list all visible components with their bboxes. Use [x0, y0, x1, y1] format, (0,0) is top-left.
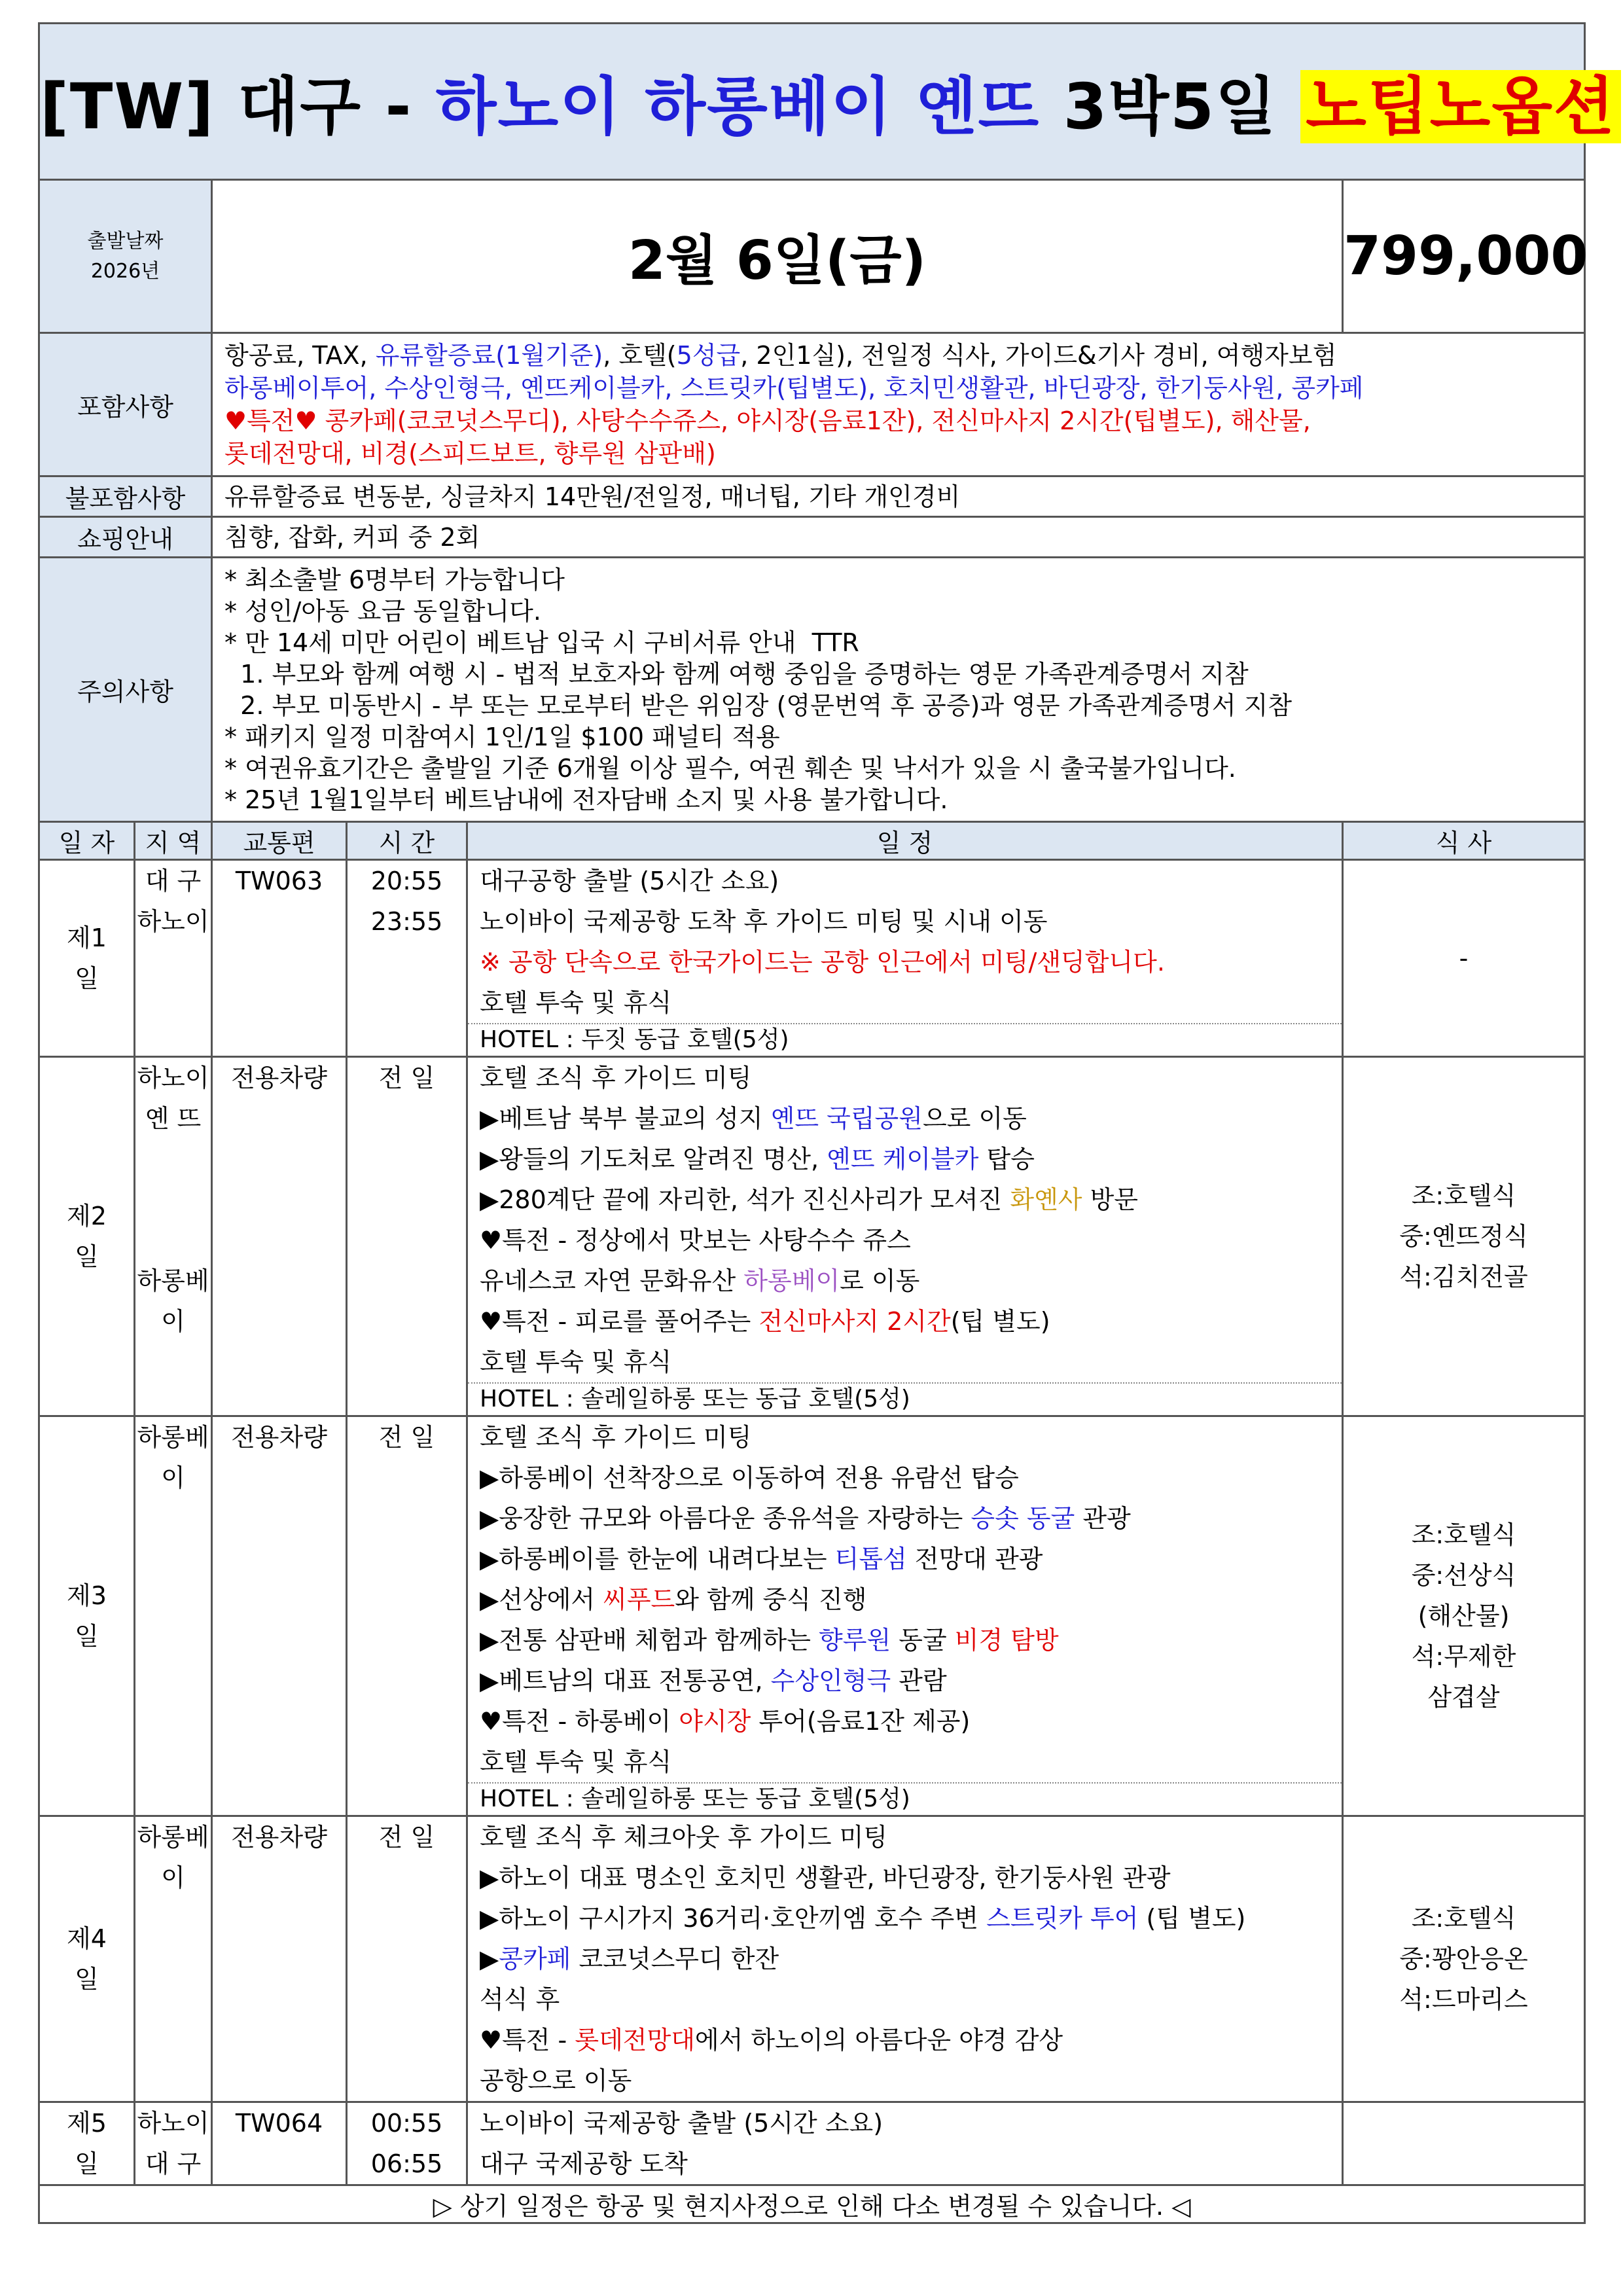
included-line-1-run-1: 유류할증료(1월기준) [375, 341, 603, 370]
itinerary-line-2-7-run-0: ♥특전 - 하롱베이 [480, 1707, 679, 1736]
itinerary-line-1-5-run-1: 하롱베이 [743, 1266, 840, 1295]
included-line-2: 하롱베이투어, 수상인형극, 옌뜨케이블카, 스트릿카(팁별도), 호치민생활관, 바딘광장, 한기둥사원, 콩카페 [224, 374, 1364, 403]
region-line-1: 하노이 [137, 907, 209, 936]
itinerary-line-0-2-run-0: ※ 공항 단속으로 한국가이드는 공항 인근에서 미팅/샌딩합니다. [480, 948, 1165, 977]
itinerary-line-2-3-run-1: 티톱섬 [834, 1545, 907, 1573]
itinerary-line [468, 1498, 1342, 1539]
itinerary-line-3-3-run-2: 코코넛스무디 한잔 [571, 1945, 779, 1973]
title-route: 하노이 하롱베이 옌뜨 [435, 69, 1041, 143]
meal-line-0: 조:호텔식 [1411, 1520, 1516, 1549]
transport-text: TW063 [235, 867, 323, 895]
itinerary-line [468, 1417, 1342, 1458]
itinerary-line [468, 2020, 1342, 2060]
included-line-3: ♥특전♥ 콩카페(코코넛스무디), 사탕수수쥬스, 야시장(음료1잔), 전신마사지 2시간(팁별도), 해산물, [224, 406, 1311, 435]
itinerary-line-2-4-run-1: 씨푸드 [603, 1585, 675, 1614]
region-line-7 [135, 1342, 211, 1382]
region-line-2 [135, 942, 211, 982]
itinerary-line [468, 1342, 1342, 1382]
transport-text: 전용차량 [231, 1823, 327, 1852]
day-time [347, 860, 467, 1057]
day-itinerary [467, 1816, 1343, 2102]
itinerary-line-1-6-run-1: 전신마사지 2시간 [758, 1307, 951, 1336]
header-time: 시 간 [347, 822, 467, 860]
meal-line-0: 조:호텔식 [1411, 1904, 1516, 1933]
page-title [39, 24, 1616, 180]
meal-line-2: 석:김치전골 [1399, 1263, 1528, 1291]
itinerary-line-2-7-run-2: 투어(음료1잔 제공) [751, 1707, 971, 1736]
itinerary-line-1-2-run-0: ▶왕들의 기도처로 알려진 명산, [480, 1145, 827, 1174]
itinerary-line [468, 1220, 1342, 1261]
meal-line-2: 석:드마리스 [1399, 1985, 1528, 2014]
day-label-line-0: 제4 [67, 1924, 107, 1953]
note-line-0: * 최소출발 6명부터 가능합니다 [224, 565, 565, 594]
itinerary-line-1-1-run-2: 으로 이동 [922, 1104, 1027, 1133]
shopping-label: 쇼핑안내 [39, 517, 212, 558]
day-meals [1343, 2102, 1585, 2185]
itinerary-line [468, 1660, 1342, 1701]
itinerary-line [468, 982, 1342, 1023]
itinerary-line-2-5-run-0: ▶전통 삼판배 체험과 함께하는 [480, 1626, 819, 1655]
notes-content [212, 558, 1585, 822]
itinerary-line-1-3-run-2: 방문 [1082, 1185, 1138, 1214]
note-line-4: 2. 부모 미동반시 - 부 또는 모로부터 받은 위임장 (영문번역 후 공증)과 영문 가족관계증명서 지참 [224, 691, 1293, 720]
itinerary-line-3-2-run-0: ▶하노이 구시가지 36거리·호안끼엠 호수 주변 [480, 1904, 987, 1933]
itinerary-line-3-5-run-2: 에서 하노이의 아름다운 야경 감상 [694, 2026, 1063, 2054]
day-meals [1343, 1816, 1585, 2102]
day-itinerary [467, 860, 1343, 1057]
itinerary-line-1-4-run-0: ♥특전 - 정상에서 맛보는 사탕수수 쥬스 [480, 1226, 911, 1255]
day-meals [1343, 1057, 1585, 1416]
included-line-1-run-4: , 2인1실), 전일정 식사, 가이드&기사 경비, 여행자보험 [740, 341, 1337, 370]
day-region [135, 1057, 212, 1416]
shopping-text: 침향, 잡화, 커피 중 2회 [212, 517, 1585, 558]
meal-line-3: 석:무제한 [1411, 1642, 1516, 1671]
day-label-line-1: 일 [75, 2149, 99, 2178]
time-line-0: 전 일 [378, 1064, 435, 1092]
itinerary-line [468, 1579, 1342, 1620]
itinerary-line-2-7-run-1: 야시장 [679, 1707, 751, 1736]
itinerary-line-1-5-run-0: 유네스코 자연 문화유산 [480, 1266, 744, 1295]
included-line-1-run-2: , 호텔( [603, 341, 677, 370]
itinerary-line-4-0-run-0: 노이바이 국제공항 출발 (5시간 소요) [480, 2109, 883, 2138]
itinerary-line [468, 1857, 1342, 1898]
day-row [39, 1057, 1585, 1416]
itinerary-line [468, 2060, 1342, 2101]
title-badge: 노팁노옵션 [1300, 70, 1621, 143]
departure-label-line1: 출발날짜 [87, 229, 164, 253]
time-line-0: 전 일 [378, 1423, 435, 1452]
note-line-3: 1. 부모와 함께 여행 시 - 법적 보호자와 함께 여행 중임을 증명하는 영문 가족관계증명서 지참 [224, 659, 1249, 689]
itinerary-line-3-5-run-1: 롯데전망대 [575, 2026, 695, 2054]
day-transport [212, 1416, 347, 1816]
day-label-line-0: 제3 [67, 1581, 107, 1610]
day-region [135, 860, 212, 1057]
itinerary-line [468, 1058, 1342, 1098]
itinerary-line-3-5-run-0: ♥특전 - [480, 2026, 575, 2054]
itinerary-line [468, 1539, 1342, 1579]
departure-label-year: 2026년 [90, 259, 160, 283]
itinerary-line-2-3-run-2: 전망대 관광 [906, 1545, 1043, 1573]
note-line-5: * 패키지 일정 미참여시 1인/1일 $100 패널티 적용 [224, 722, 780, 751]
title-prefix: [TW] 대구 - [40, 69, 436, 143]
day-itinerary [467, 1057, 1343, 1416]
time-line-0: 전 일 [378, 1823, 435, 1852]
day-itinerary [467, 2102, 1343, 2185]
region-line-0: 대 구 [145, 867, 202, 895]
itinerary-line [468, 1458, 1342, 1498]
day-row [39, 2102, 1585, 2185]
itinerary-line [468, 1179, 1342, 1220]
time-line-0: 00:55 [370, 2109, 443, 2138]
title-duration: 3박5일 [1040, 69, 1301, 143]
itinerary-line-2-6-run-1: 수상인형극 [770, 1666, 891, 1695]
itinerary-line-0-3-run-0: 호텔 투숙 및 휴식 [480, 988, 672, 1017]
transport-text: 전용차량 [231, 1064, 327, 1092]
itinerary-line-3-4-run-0: 석식 후 [480, 1985, 560, 2014]
itinerary-line [468, 1098, 1342, 1139]
day-label-line-1: 일 [75, 1242, 99, 1271]
itinerary-line [468, 942, 1342, 982]
day-row [39, 1816, 1585, 2102]
itinerary-line-1-5-run-2: 로 이동 [840, 1266, 920, 1295]
region-line-3 [135, 1179, 211, 1220]
price: 799,000 [1343, 180, 1585, 333]
itinerary-line-2-1-run-0: ▶하롱베이 선착장으로 이동하여 전용 유람선 탑승 [480, 1463, 1019, 1492]
excluded-text: 유류할증료 변동분, 싱글차지 14만원/전일정, 매너팁, 기타 개인경비 [212, 476, 1585, 517]
itinerary-line-2-6-run-2: 관람 [891, 1666, 947, 1695]
header-meal: 식 사 [1343, 822, 1585, 860]
day-label-line-0: 제1 [67, 924, 107, 952]
itinerary-line-2-4-run-2: 와 함께 중식 진행 [675, 1585, 867, 1614]
itinerary-line-2-5-run-1: 향루원 [819, 1626, 891, 1655]
included-content [212, 333, 1585, 476]
itinerary-line-3-1-run-0: ▶하노이 대표 명소인 호치민 생활관, 바딘광장, 한기둥사원 관광 [480, 1863, 1171, 1892]
itinerary-line [468, 1898, 1342, 1939]
itinerary-line [468, 1261, 1342, 1301]
schedule-body [39, 860, 1585, 2185]
itinerary-sheet [38, 22, 1616, 2224]
note-line-7: * 25년 1월1일부터 베트남내에 전자담배 소지 및 사용 불가합니다. [224, 785, 948, 814]
itinerary-line-3-2-run-2: (팁 별도) [1138, 1904, 1246, 1933]
day-label [39, 2102, 135, 2185]
hotel-line: HOTEL : 솔레일하롱 또는 동급 호텔(5성) [468, 1782, 1342, 1815]
itinerary-line [468, 901, 1342, 942]
departure-label [39, 180, 212, 333]
itinerary-line-2-5-run-2: 동굴 [891, 1626, 955, 1655]
day-transport [212, 860, 347, 1057]
footer-note: ▷ 상기 일정은 항공 및 현지사정으로 인해 다소 변경될 수 있습니다. ◁ [39, 2185, 1585, 2223]
day-label [39, 1816, 135, 2102]
header-day: 일 자 [39, 822, 135, 860]
itinerary-line [468, 1979, 1342, 2020]
hotel-line: HOTEL : 솔레일하롱 또는 동급 호텔(5성) [468, 1382, 1342, 1415]
itinerary-line [468, 2103, 1342, 2144]
itinerary-line [468, 1742, 1342, 1782]
itinerary-line [468, 1939, 1342, 1979]
itinerary-line-2-2-run-2: 관광 [1075, 1504, 1131, 1533]
transport-text: 전용차량 [231, 1423, 327, 1452]
hotel-line: HOTEL : 두짓 동급 호텔(5성) [468, 1023, 1342, 1056]
meal-line-1: 중:선상식 [1411, 1561, 1516, 1590]
itinerary-line-2-4-run-0: ▶선상에서 [480, 1585, 603, 1614]
header-itinerary: 일 정 [467, 822, 1343, 860]
day-meals [1343, 860, 1585, 1057]
itinerary-line-2-6-run-0: ▶베트남의 대표 전통공연, [480, 1666, 771, 1695]
itinerary-line-1-7-run-0: 호텔 투숙 및 휴식 [480, 1348, 672, 1376]
day-time [347, 1816, 467, 2102]
day-transport [212, 1057, 347, 1416]
region-line-1: 대 구 [145, 2149, 202, 2178]
excluded-label: 불포함사항 [39, 476, 212, 517]
time-line-0: 20:55 [370, 867, 443, 895]
itinerary-line [468, 2144, 1342, 2184]
notes-label: 주의사항 [39, 558, 212, 822]
note-line-1: * 성인/아동 요금 동일합니다. [224, 596, 541, 626]
itinerary-line-1-0-run-0: 호텔 조식 후 가이드 미팅 [480, 1064, 752, 1092]
itinerary-line-3-6-run-0: 공항으로 이동 [480, 2066, 632, 2095]
note-line-2: * 만 14세 미만 어린이 베트남 입국 시 구비서류 안내 TTR [224, 628, 859, 657]
day-meals [1343, 1416, 1585, 1816]
itinerary-line-1-1-run-1: 옌뜨 국립공원 [770, 1104, 923, 1133]
day-time [347, 2102, 467, 2185]
itinerary-line [468, 1139, 1342, 1179]
region-line-0: 하노이 [137, 2109, 209, 2138]
meal-line-4: 삼겹살 [1427, 1683, 1500, 1712]
itinerary-line [468, 861, 1342, 901]
itinerary-line [468, 1701, 1342, 1742]
itinerary-line-1-1-run-0: ▶베트남 북부 불교의 성지 [480, 1104, 771, 1133]
meal-line-1: 중:꽝안응온 [1399, 1945, 1528, 1973]
itinerary-table [38, 22, 1616, 2224]
included-line-1-run-3: 5성급 [676, 341, 741, 370]
region-line-4 [135, 1220, 211, 1261]
itinerary-line [468, 1301, 1342, 1342]
itinerary-line-1-2-run-1: 옌뜨 케이블카 [827, 1145, 979, 1174]
day-time [347, 1057, 467, 1416]
itinerary-line-3-0-run-0: 호텔 조식 후 체크아웃 후 가이드 미팅 [480, 1823, 888, 1852]
region-line-0: 하롱베이 [137, 1823, 209, 1892]
included-line-1-run-0: 항공료, TAX, [224, 341, 376, 370]
note-line-6: * 여권유효기간은 출발일 기준 6개월 이상 필수, 여권 훼손 및 낙서가 있을 시 출국불가입니다. [224, 753, 1236, 783]
day-label-line-1: 일 [75, 1965, 99, 1994]
included-line-1 [224, 339, 1572, 372]
itinerary-line-2-8-run-0: 호텔 투숙 및 휴식 [480, 1748, 672, 1776]
itinerary-line-2-2-run-0: ▶웅장한 규모와 아름다운 종유석을 자랑하는 [480, 1504, 971, 1533]
day-label-line-0: 제2 [67, 1202, 107, 1230]
itinerary-line-3-3-run-0: ▶ [480, 1945, 499, 1973]
itinerary-line-1-3-run-0: ▶280계단 끝에 자리한, 석가 진신사리가 모셔진 [480, 1185, 1010, 1214]
day-region [135, 2102, 212, 2185]
day-time [347, 1416, 467, 1816]
included-line-4: 롯데전망대, 비경(스피드보트, 향루원 삼판배) [224, 439, 716, 468]
day-region [135, 1816, 212, 2102]
region-line-0: 하롱베이 [137, 1423, 209, 1492]
day-region [135, 1416, 212, 1816]
itinerary-line [468, 1817, 1342, 1857]
day-label [39, 860, 135, 1057]
header-region: 지 역 [135, 822, 212, 860]
itinerary-line-1-6-run-0: ♥특전 - 피로를 풀어주는 [480, 1307, 759, 1336]
day-label-line-1: 일 [75, 1622, 99, 1651]
itinerary-line-2-5-run-3: 비경 탐방 [954, 1626, 1059, 1655]
itinerary-line-1-6-run-2: (팁 별도) [950, 1307, 1050, 1336]
day-label [39, 1057, 135, 1416]
meal-line-0: - [1459, 944, 1469, 973]
transport-text: TW064 [235, 2109, 323, 2138]
day-label-line-1: 일 [75, 964, 99, 993]
schedule-header-row [39, 822, 1585, 860]
itinerary-line-2-0-run-0: 호텔 조식 후 가이드 미팅 [480, 1423, 752, 1452]
itinerary-line-4-1-run-0: 대구 국제공항 도착 [480, 2149, 688, 2178]
region-line-3 [135, 982, 211, 1023]
included-label: 포함사항 [39, 333, 212, 476]
day-label [39, 1416, 135, 1816]
departure-date: 2월 6일(금) [212, 180, 1343, 333]
itinerary-line-0-1-run-0: 노이바이 국제공항 도착 후 가이드 미팅 및 시내 이동 [480, 907, 1048, 936]
itinerary-line-1-3-run-1: 화옌사 [1010, 1185, 1082, 1214]
day-itinerary [467, 1416, 1343, 1816]
itinerary-line-3-3-run-1: 콩카페 [499, 1945, 571, 1973]
itinerary-line-2-2-run-1: 승솟 동굴 [971, 1504, 1075, 1533]
region-line-0: 하노이 [137, 1064, 209, 1092]
header-transport: 교통편 [212, 822, 347, 860]
meal-line-0: 조:호텔식 [1411, 1181, 1516, 1210]
day-row [39, 1416, 1585, 1816]
day-transport [212, 1816, 347, 2102]
region-line-1: 옌 뜨 [145, 1104, 202, 1133]
region-line-2 [135, 1139, 211, 1179]
day-row [39, 860, 1585, 1057]
itinerary-line-0-0-run-0: 대구공항 출발 (5시간 소요) [480, 867, 779, 895]
time-line-1: 06:55 [370, 2149, 443, 2178]
meal-line-2: (해산물) [1418, 1602, 1510, 1630]
day-transport [212, 2102, 347, 2185]
itinerary-line-2-3-run-0: ▶하롱베이를 한눈에 내려다보는 [480, 1545, 835, 1573]
day-label-line-0: 제5 [67, 2109, 107, 2138]
time-line-1: 23:55 [370, 907, 443, 936]
region-line-5: 하롱베이 [137, 1266, 209, 1336]
itinerary-line-3-2-run-1: 스트릿카 투어 [986, 1904, 1139, 1933]
meal-line-1: 중:옌뜨정식 [1399, 1222, 1528, 1251]
itinerary-line [468, 1620, 1342, 1660]
itinerary-line-1-2-run-2: 탑승 [978, 1145, 1035, 1174]
